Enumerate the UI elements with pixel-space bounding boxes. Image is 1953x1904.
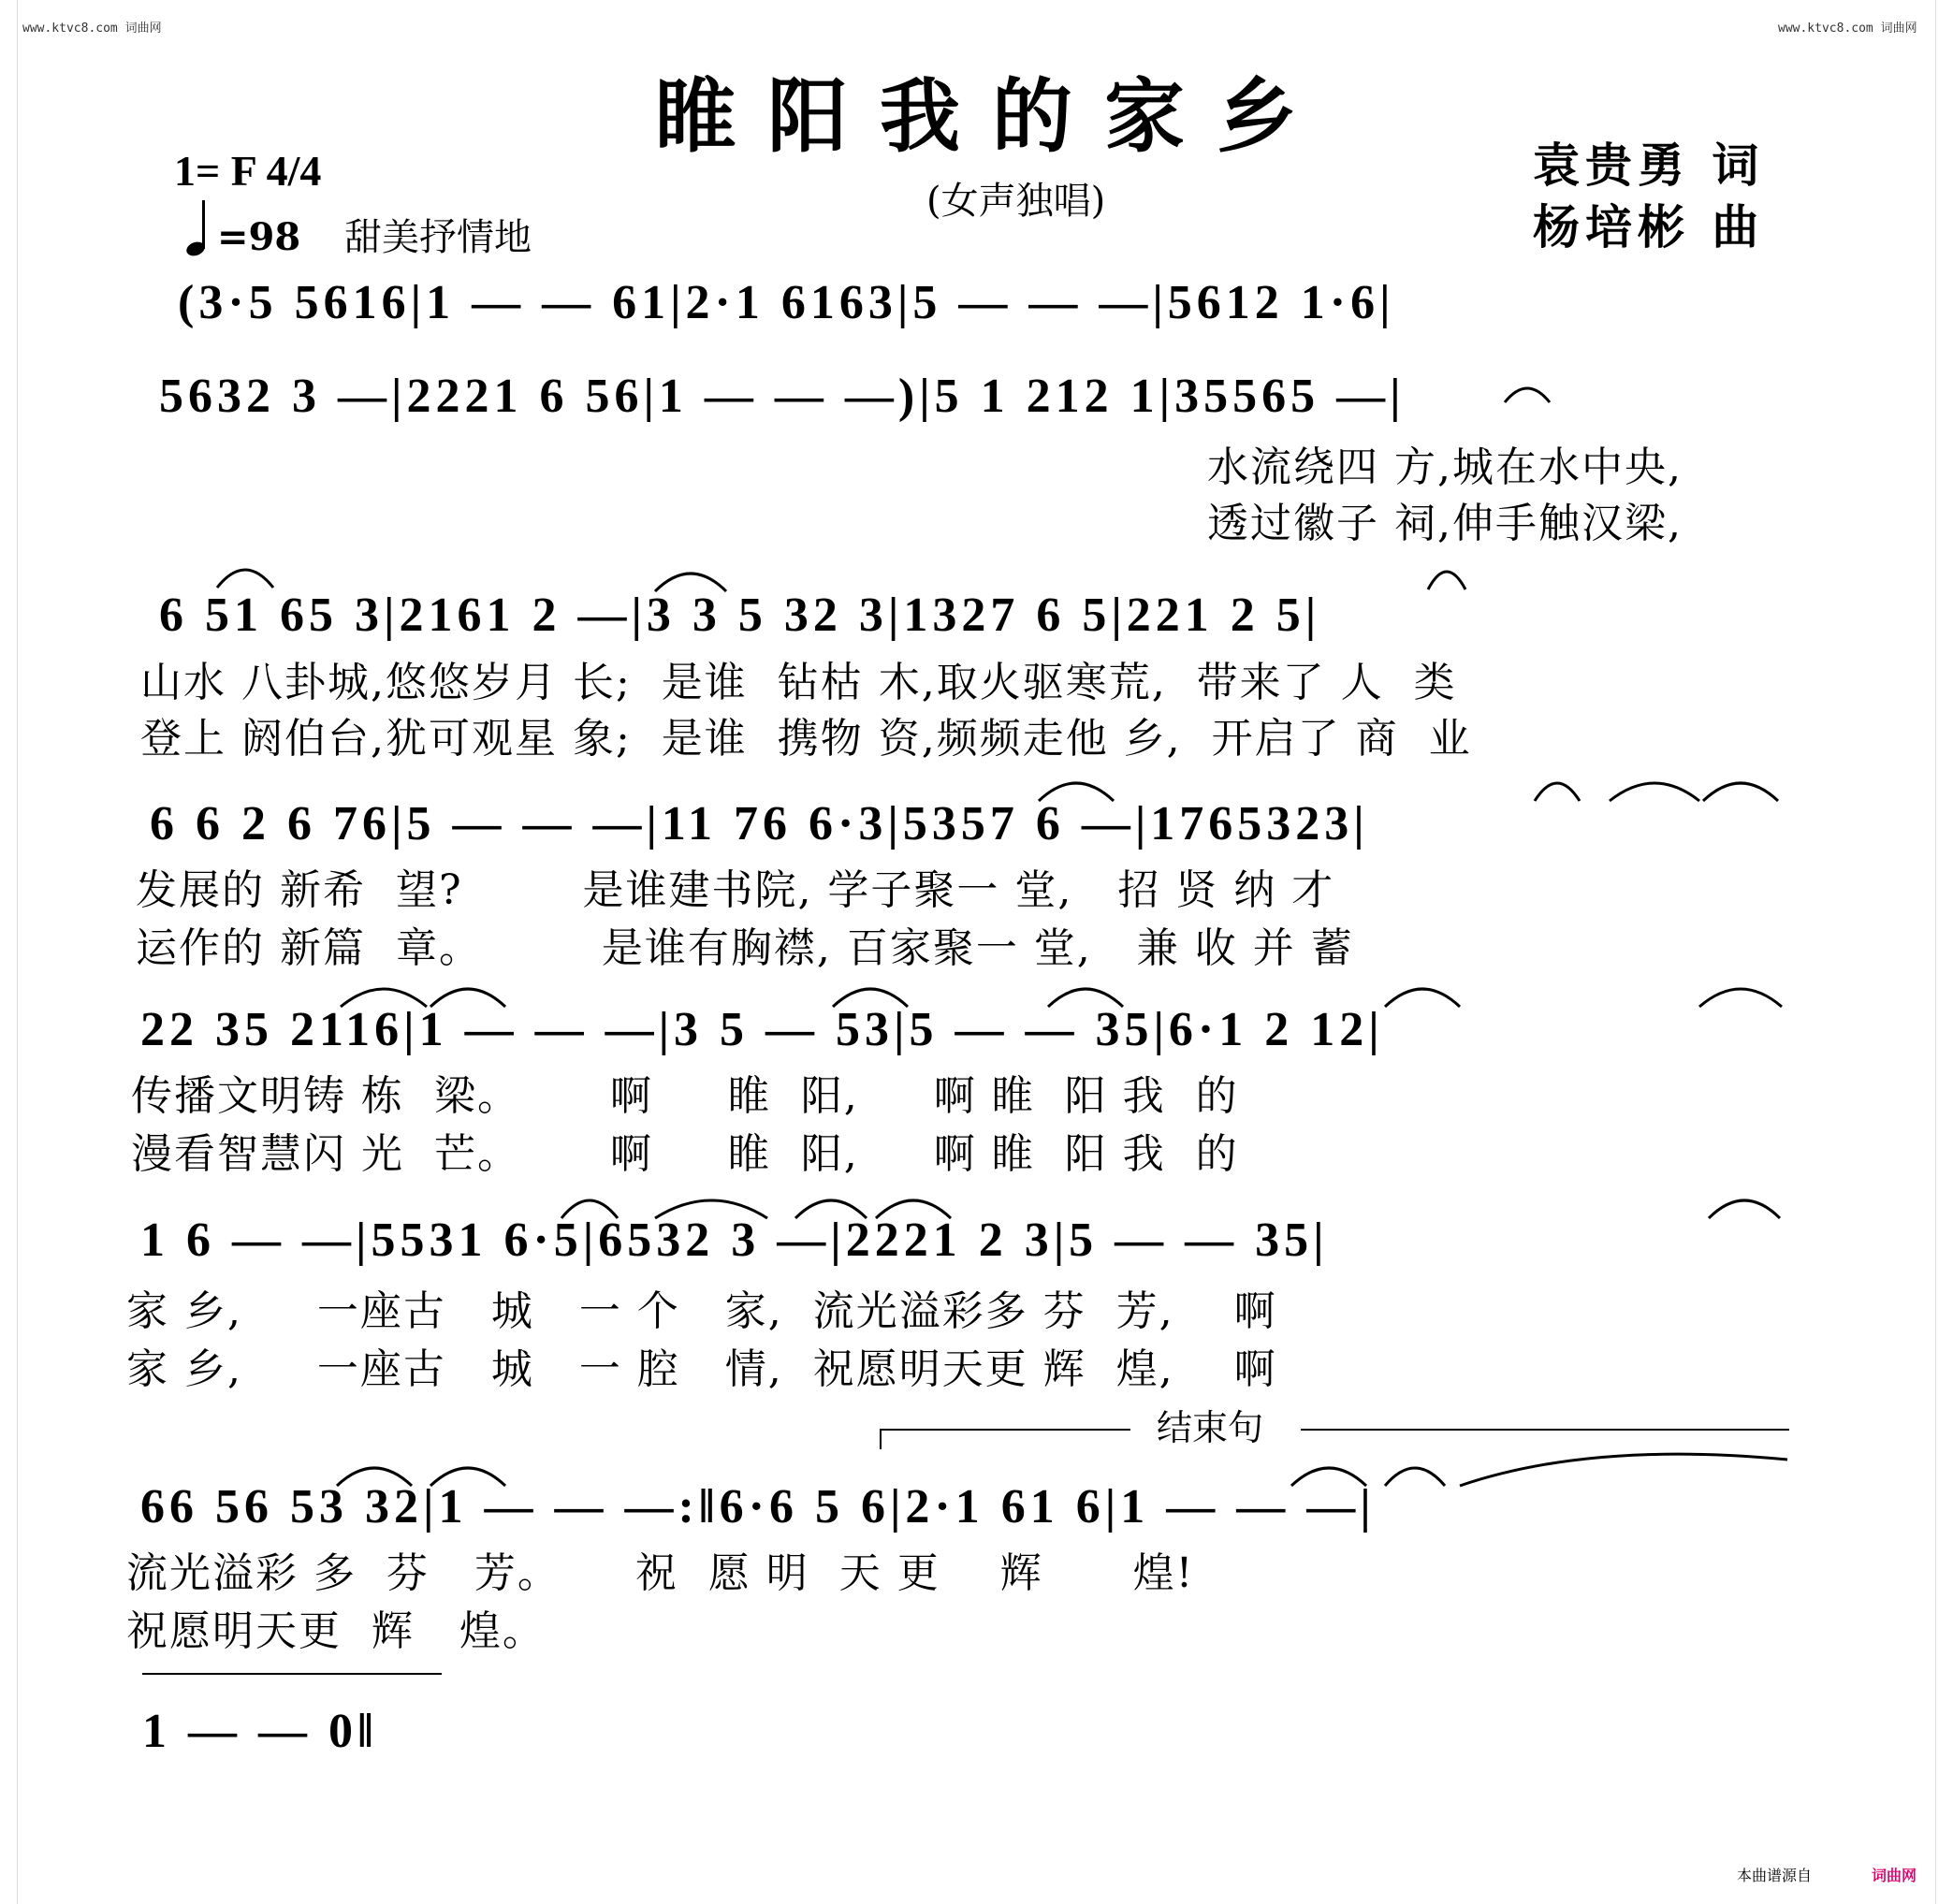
notation-row-8: 1 — — 0‖ — [142, 1705, 378, 1758]
footer-source-text: 本曲谱源自 — [1737, 1867, 1813, 1884]
lyrics-row-4-verse-1: 发展的 新希 望? 是谁建书院, 学子聚一 堂, 招 贤 纳 才 — [136, 866, 1335, 914]
lyrics-row-6-verse-1: 家 乡, 一座古 城 一 个 家, 流光溢彩多 芬 芳, 啊 — [126, 1287, 1277, 1335]
lyrics-row-2-verse-2: 透过徽子 祠,伸手触汉梁, — [1207, 500, 1683, 547]
lyrics-row-4-verse-2: 运作的 新篇 章。 是谁有胸襟, 百家聚一 堂, 兼 收 并 蓄 — [136, 924, 1354, 972]
lyrics-row-2-verse-1: 水流绕四 方,城在水中央, — [1207, 443, 1683, 491]
lyrics-row-7-verse-2: 祝愿明天更 辉 煌。 — [126, 1607, 546, 1655]
watermark-right: www.ktvc8.com 词曲网 — [1778, 22, 1917, 36]
lyricist-credit: 袁贵勇 词 — [1533, 138, 1765, 193]
notation-row-7: 66 56 53 32|1 — — —:‖6·6 5 6|2·1 61 6|1 — — —| — [140, 1480, 1376, 1533]
song-title: 睢阳我的家乡 — [655, 69, 1329, 164]
composer-credit: 杨培彬 曲 — [1533, 199, 1765, 254]
lyrics-row-7-verse-1: 流光溢彩 多 芬 芳。 祝 愿 明 天 更 辉 煌! — [126, 1549, 1195, 1597]
notation-row-3: 6 51 65 3|2161 2 —|3 3 5 32 3|1327 6 5|221 2 5| — [159, 589, 1321, 642]
lyrics-row-5-verse-1: 传播文明铸 栋 梁。 啊 睢 阳, 啊 睢 阳 我 的 — [131, 1072, 1239, 1120]
tempo-marking: 甜美抒情地 — [344, 216, 532, 259]
lyrics-row-3-verse-1: 山水 八卦城,悠悠岁月 长; 是谁 钻枯 木,取火驱寒荒, 带来了 人 类 — [140, 659, 1457, 706]
notation-row-5: 22 35 2116|1 — — —|3 5 — 53|5 — — 35|6·1 2 12| — [140, 1003, 1384, 1056]
watermark-left: www.ktvc8.com 词曲网 — [22, 22, 162, 36]
notation-row-2: 5632 3 —|2221 6 56|1 — — —)|5 1 212 1|35565 —| — [159, 370, 1406, 423]
notation-row-4: 6 6 2 6 76|5 — — —|11 76 6·3|5357 6 —|1765323| — [150, 797, 1369, 850]
lyrics-row-5-verse-2: 漫看智慧闪 光 芒。 啊 睢 阳, 啊 睢 阳 我 的 — [131, 1130, 1239, 1178]
notation-row-1: (3·5 5616|1 — — 61|2·1 6163|5 — — —|5612 1·6| — [178, 276, 1395, 329]
lyrics-row-6-verse-2: 家 乡, 一座古 城 一 腔 情, 祝愿明天更 辉 煌, 啊 — [126, 1345, 1277, 1393]
ending-label: 结束句 — [1157, 1407, 1264, 1448]
notation-row-6: 1 6 — —|5531 6·5|6532 3 —|2221 2 3|5 — — 35| — [140, 1214, 1329, 1267]
tempo-value: =98 — [217, 215, 301, 259]
key-signature: 1= F 4/4 — [174, 147, 322, 195]
footer-logo: 词曲网 — [1872, 1867, 1917, 1884]
song-subtitle: (女声独唱) — [926, 180, 1106, 223]
lyrics-row-3-verse-2: 登上 阏伯台,犹可观星 象; 是谁 携物 资,频频走他 乡, 开启了 商 业 — [140, 715, 1472, 763]
